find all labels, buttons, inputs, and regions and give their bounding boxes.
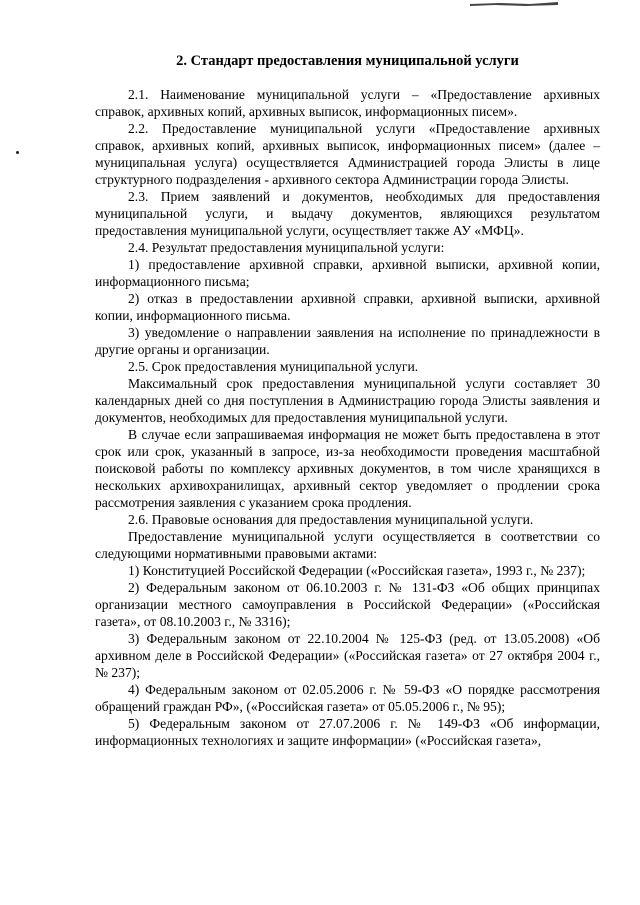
paragraph-2-4: 2.4. Результат предоставления муниципальной услуги: xyxy=(128,240,445,255)
list-item-result-2: 2) отказ в предоставлении архивной справки, архивной выписки, архивной копии, информационного письма. xyxy=(95,291,600,323)
list-item-legal-1: 1) Конституцией Российской Федерации («Российская газета», 1993 г., № 237); xyxy=(128,563,586,578)
paragraph-2-6: 2.6. Правовые основания для предоставления муниципальной услуги. xyxy=(128,512,534,527)
paragraph-max-term: Максимальный срок предоставления муниципальной услуги составляет 30 календарных дней со дня поступления в Администрацию города Элисты заявления и документов, необходимых для предоставления муниципальной услуги. xyxy=(95,376,600,425)
paragraph-2-5: 2.5. Срок предоставления муниципальной услуги. xyxy=(128,359,419,374)
list-item-legal-4: 4) Федеральным законом от 02.05.2006 г. № 59-ФЗ «О порядке рассмотрения обращений граждан РФ», («Российская газета» от 05.05.2006 г., № 95); xyxy=(95,682,600,714)
list-item-legal-2: 2) Федеральным законом от 06.10.2003 г. № 131-ФЗ «Об общих принципах организации местного самоуправления в Российской Федерации» («Российская газета», от 08.10.2003 г., № 3316); xyxy=(95,580,600,629)
document-body xyxy=(95,86,600,749)
paragraph-2-1: 2.1. Наименование муниципальной услуги – «Предоставление архивных справок, архивных копий, архивных выписок, информационных писем». xyxy=(95,87,600,119)
section-title: 2. Стандарт предоставления муниципальной услуги xyxy=(176,53,519,69)
paragraph-legal-acts-intro: Предоставление муниципальной услуги осуществляется в соответствии со следующими нормативными правовыми актами: xyxy=(95,529,600,561)
list-item-result-3: 3) уведомление о направлении заявления на исполнение по принадлежности в другие органы и организации. xyxy=(95,325,600,357)
list-item-result-1: 1) предоставление архивной справки, архивной выписки, архивной копии, информационного письма; xyxy=(95,257,600,289)
paragraph-2-3: 2.3. Прием заявлений и документов, необходимых для предоставления муниципальной услуги, и выдачу документов, являющихся результатом предоставления муниципальной услуги, осуществляет также АУ «МФЦ». xyxy=(95,189,600,238)
list-item-legal-5: 5) Федеральным законом от 27.07.2006 г. № 149-ФЗ «Об информации, информационных технологиях и защите информации» («Российская газета», xyxy=(95,716,600,748)
list-item-legal-3: 3) Федеральным законом от 22.10.2004 № 125-ФЗ (ред. от 13.05.2008) «Об архивном деле в Российской Федерации» («Российская газета» от 27 октября 2004 г., № 237); xyxy=(95,631,600,680)
paragraph-2-2: 2.2. Предоставление муниципальной услуги «Предоставление архивных справок, архивных копий, архивных выписок, информационных писем» (далее – муниципальная услуга) осуществляется Администрацией города Элисты в лице структурного подразделения - архивного сектора Администрации города Элисты. xyxy=(95,121,600,187)
scan-dot xyxy=(16,151,19,154)
paragraph-extension: В случае если запрашиваемая информация не может быть предоставлена в этот срок или срок, указанный в запросе, из-за необходимости проведения масштабной поисковой работы по комплексу архивных документов, в том числе хранящихся в нескольких архивохранилищах, архивный сектор уведомляет о продлении срока рассмотрения заявления с указанием срока продления. xyxy=(95,427,600,510)
scan-artifact-mark xyxy=(470,0,558,8)
